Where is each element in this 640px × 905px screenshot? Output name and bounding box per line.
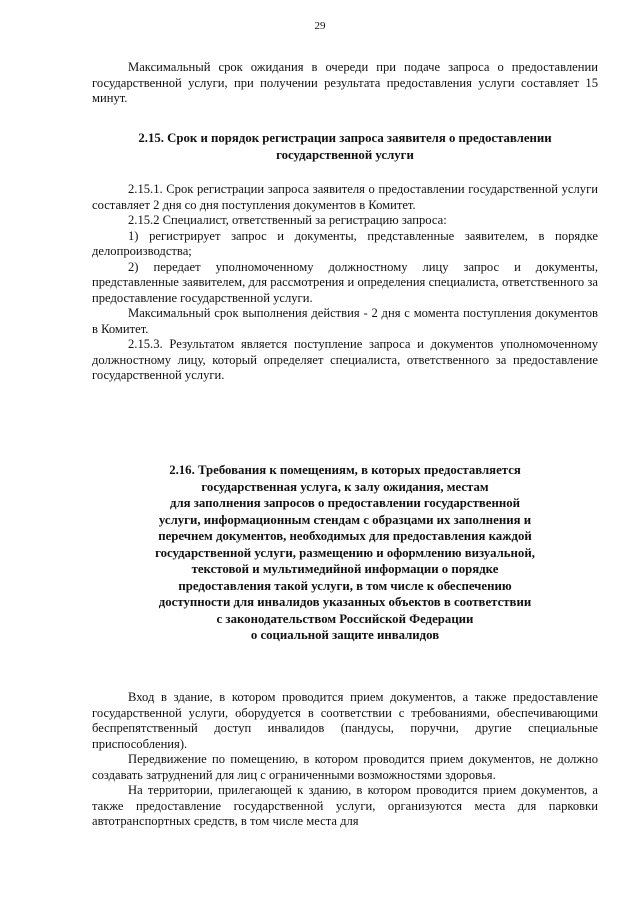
paragraph: Максимальный срок выполнения действия - 2 дня с момента поступления документов в Комитет.: [92, 306, 598, 336]
heading-line: государственной услуги: [276, 147, 414, 162]
intro-block: [92, 60, 598, 107]
section-2-15-body: [92, 182, 598, 384]
heading-line: для заполнения запросов о предоставлении государственной: [170, 496, 520, 510]
paragraph: Передвижение по помещению, в котором проводится прием документов, не должно создавать затруднений для лиц с ограниченными возможностями здоровья.: [92, 752, 598, 782]
intro-paragraph: Максимальный срок ожидания в очереди при подаче запроса о предоставлении государственной услуги, при получении результата предоставления услуги составляет 15 минут.: [92, 60, 598, 105]
paragraph: 2) передает уполномоченному должностному лицу запрос и документы, представленные заявителем, для рассмотрения и определения специалиста, ответственного за предоставление государственной услуги.: [92, 259, 598, 305]
section-2-15-heading: [92, 130, 598, 163]
heading-line: текстовой и мультимедийной информации о порядке: [191, 562, 499, 576]
section-2-16-heading: [92, 462, 598, 644]
paragraph: 2.15.2 Специалист, ответственный за регистрацию запроса:: [128, 213, 447, 227]
heading-line: доступности для инвалидов указанных объектов в соответствии: [158, 595, 532, 609]
heading-line: о социальной защите инвалидов: [250, 628, 440, 642]
heading-line: предоставления такой услуги, в том числе к обеспечению: [178, 578, 512, 593]
paragraph: 1) регистрирует запрос и документы, представленные заявителем, в порядке делопроизводства;: [92, 228, 598, 258]
heading-line: 2.15. Срок и порядок регистрации запроса заявителя о предоставлении: [138, 131, 552, 145]
page-number: 29: [314, 20, 326, 32]
section-2-16-body: [92, 690, 598, 830]
paragraph: Вход в здание, в котором проводится прием документов, а также предоставление государственной услуги, оборудуется в соответствии с требованиями, обеспечивающими беспрепятственный доступ инвалидов (пандусы, поручни, другие специальные приспособления).: [92, 690, 598, 751]
paragraph: 2.15.1. Срок регистрации запроса заявителя о предоставлении государственной услуги составляет 2 дня со дня поступления документов в Комитет.: [92, 182, 598, 212]
heading-line: 2.16. Требования к помещениям, в которых предоставляется: [169, 463, 521, 477]
heading-line: государственной услуги, размещению и оформлению визуальной,: [155, 545, 535, 560]
heading-line: услуги, информационным стендам с образцами их заполнения и: [158, 512, 532, 527]
heading-line: с законодательством Российской Федерации: [216, 611, 474, 626]
heading-line: перечнем документов, необходимых для предоставления каждой: [158, 529, 532, 543]
paragraph: 2.15.3. Результатом является поступление запроса и документов уполномоченному должностному лицу, который определяет специалиста, ответственного за предоставление государственной услуги.: [92, 337, 598, 382]
paragraph: На территории, прилегающей к зданию, в котором проводится прием документов, а также предоставление государственной услуги, организуются места для парковки автотранспортных средств, в том числе места для: [92, 783, 598, 828]
heading-line: государственная услуга, к залу ожидания, местам: [201, 479, 489, 494]
